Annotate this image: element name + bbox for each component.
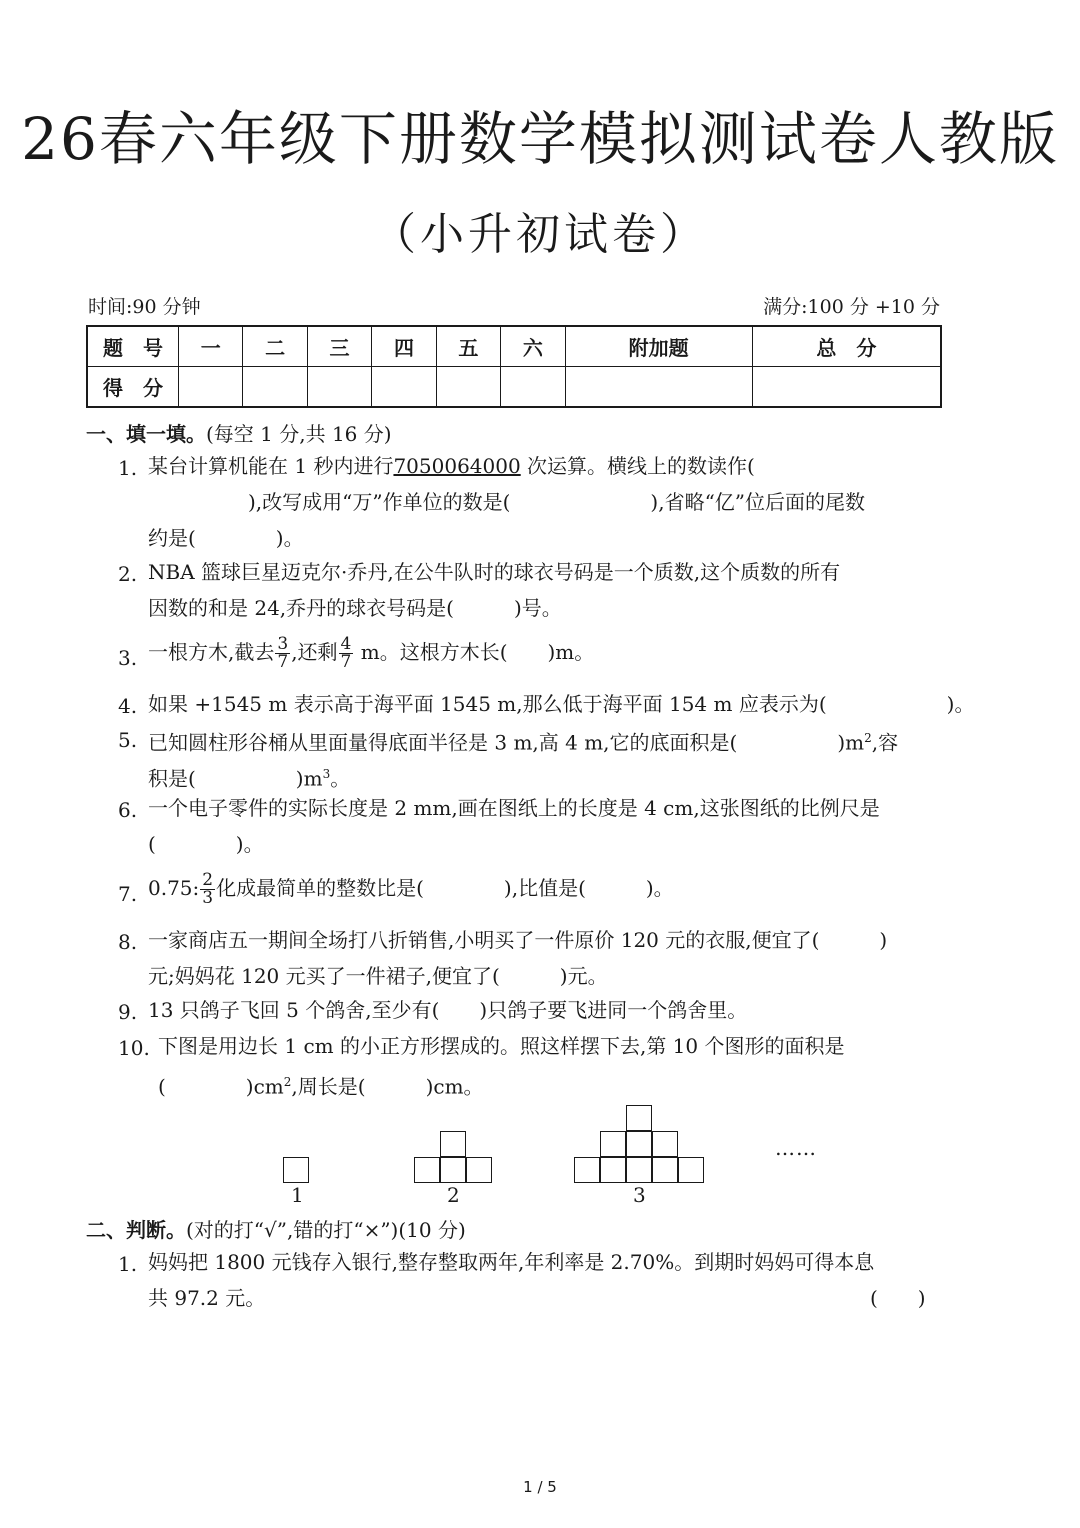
score-header-cell: 五	[436, 326, 500, 367]
q5-line-1	[148, 720, 898, 761]
score-header-cell: 附加题	[565, 326, 752, 367]
q2-line-1: NBA 篮球巨星迈克尔·乔丹,在公牛队时的球衣号码是一个质数,这个质数的所有	[148, 560, 841, 584]
figure-label: 3	[633, 1183, 646, 1207]
q10-line-1: 下图是用边长 1 cm 的小正方形摆成的。照这样摆下去,第 10 个图形的面积是	[158, 1034, 845, 1058]
question-3	[148, 634, 594, 671]
q1-line-3: 约是( )。	[148, 526, 304, 550]
q1-text-a: 某台计算机能在 1 秒内进行	[148, 454, 394, 478]
unit-square	[466, 1157, 492, 1183]
question-7	[148, 870, 674, 907]
score-table-header-row	[87, 326, 941, 367]
question-number: 10.	[118, 1036, 150, 1060]
question-number: 7.	[118, 882, 138, 906]
q9-line-1: 13 只鸽子飞回 5 个鸽舍,至少有( )只鸽子要飞进同一个鸽舍里。	[148, 998, 748, 1022]
fraction-denominator: 7	[277, 652, 289, 672]
q7-text-a: 0.75:	[148, 876, 200, 900]
unit-square	[626, 1131, 652, 1157]
q3-text-c: m。这根方木长( )m。	[354, 640, 595, 664]
q5-text-a: 已知圆柱形谷桶从里面量得底面半径是 3 m,高 4 m,它的底面积是( )m	[148, 730, 865, 755]
q3-text-a: 一根方木,截去	[148, 640, 275, 664]
score-header-cell: 六	[501, 326, 565, 367]
q2-line-2: 因数的和是 24,乔丹的球衣号码是( )号。	[148, 596, 562, 620]
fraction	[200, 872, 215, 907]
superscript: 2	[283, 1075, 292, 1089]
exam-full-score: 满分:100 分 +10 分	[763, 296, 940, 318]
section-1-note: (每空 1 分,共 16 分)	[206, 422, 392, 446]
unit-square	[414, 1157, 440, 1183]
q1-underlined-number: 7050064000	[393, 454, 521, 478]
question-number: 6.	[118, 798, 138, 822]
unit-square	[283, 1157, 309, 1183]
section-1-title: 一、填一填。	[86, 422, 206, 446]
judge-1-line-2: 共 97.2 元。	[148, 1286, 266, 1310]
score-table-score-row	[87, 367, 941, 408]
question-number: 1.	[118, 456, 138, 480]
unit-square	[600, 1131, 626, 1157]
page-title: 26春六年级下册数学模拟测试卷人教版	[21, 105, 1059, 173]
fraction-denominator: 3	[202, 888, 214, 908]
score-cell[interactable]	[752, 367, 941, 408]
q1-line-2: ),改写成用“万”作单位的数是( ),省略“亿”位后面的尾数	[248, 490, 866, 514]
score-cell[interactable]	[179, 367, 243, 408]
judge-1-line-1: 妈妈把 1800 元钱存入银行,整存整取两年,年利率是 2.70%。到期时妈妈可得本息	[148, 1250, 875, 1274]
section-2-title: 二、判断。	[86, 1218, 186, 1242]
figure-label: 1	[291, 1183, 304, 1207]
fraction	[339, 636, 354, 671]
unit-square	[652, 1157, 678, 1183]
figure-label: 2	[447, 1183, 460, 1207]
q10-text-a: ( )cm	[158, 1074, 284, 1099]
unit-square	[600, 1157, 626, 1183]
q4-line-1: 如果 +1545 m 表示高于海平面 1545 m,那么低于海平面 154 m 应表示为( )。	[148, 692, 975, 716]
question-1	[148, 448, 755, 484]
score-header-cell: 二	[243, 326, 307, 367]
superscript: 3	[322, 767, 331, 781]
fraction-numerator: 4	[340, 634, 352, 654]
section-1-heading	[86, 418, 392, 447]
q3-text-b: ,还剩	[291, 640, 338, 664]
section-2-note: (对的打“√”,错的打“×”)(10 分)	[186, 1218, 466, 1242]
score-row-label: 得 分	[87, 367, 179, 408]
q1-text-b: 次运算。横线上的数读作(	[520, 454, 755, 478]
fraction-denominator: 7	[340, 652, 352, 672]
question-number: 5.	[118, 728, 138, 752]
question-number: 8.	[118, 930, 138, 954]
question-number: 9.	[118, 1000, 138, 1024]
exam-time: 时间:90 分钟	[88, 296, 201, 318]
q6-line-2: ( )。	[148, 832, 264, 856]
unit-square	[574, 1157, 600, 1183]
q8-line-2: 元;妈妈花 120 元买了一件裙子,便宜了( )元。	[148, 964, 608, 988]
page-number: 1 / 5	[523, 1478, 557, 1496]
score-header-cell: 四	[372, 326, 436, 367]
q5-text-c: 积是( )m	[148, 766, 323, 791]
q5-text-b: ,容	[871, 730, 899, 755]
q10-text-b: ,周长是( )cm。	[291, 1074, 484, 1099]
score-cell[interactable]	[501, 367, 565, 408]
q6-line-1: 一个电子零件的实际长度是 2 mm,画在图纸上的长度是 4 cm,这张图纸的比例尺是	[148, 796, 880, 820]
q10-line-2	[158, 1064, 484, 1105]
q8-line-1: 一家商店五一期间全场打八折销售,小明买了一件原价 120 元的衣服,便宜了( )	[148, 928, 888, 952]
unit-square	[440, 1157, 466, 1183]
score-cell[interactable]	[565, 367, 752, 408]
section-2-heading	[86, 1214, 466, 1243]
superscript: 2	[864, 731, 872, 745]
score-header-cell: 三	[307, 326, 371, 367]
ellipsis: ……	[775, 1136, 817, 1160]
question-number: 2.	[118, 562, 138, 586]
score-cell[interactable]	[243, 367, 307, 408]
question-number: 3.	[118, 646, 138, 670]
score-header-cell: 题 号	[87, 326, 179, 367]
fraction-numerator: 3	[277, 634, 289, 654]
question-number: 1.	[118, 1252, 138, 1276]
score-cell[interactable]	[372, 367, 436, 408]
unit-square	[626, 1105, 652, 1131]
judge-1-answer-box[interactable]: ( )	[870, 1286, 926, 1310]
score-cell[interactable]	[307, 367, 371, 408]
score-header-cell: 一	[179, 326, 243, 367]
score-table	[86, 325, 942, 408]
page-subtitle: （小升初试卷）	[372, 209, 708, 260]
fraction	[275, 636, 290, 671]
unit-square	[652, 1131, 678, 1157]
fraction-numerator: 2	[202, 870, 214, 890]
unit-square	[626, 1157, 652, 1183]
unit-square	[678, 1157, 704, 1183]
score-header-cell: 总 分	[752, 326, 941, 367]
q5-text-d: 。	[330, 766, 351, 791]
question-number: 4.	[118, 694, 138, 718]
q7-text-b: 化成最简单的整数比是( ),比值是( )。	[216, 876, 674, 900]
unit-square	[440, 1131, 466, 1157]
score-cell[interactable]	[436, 367, 500, 408]
